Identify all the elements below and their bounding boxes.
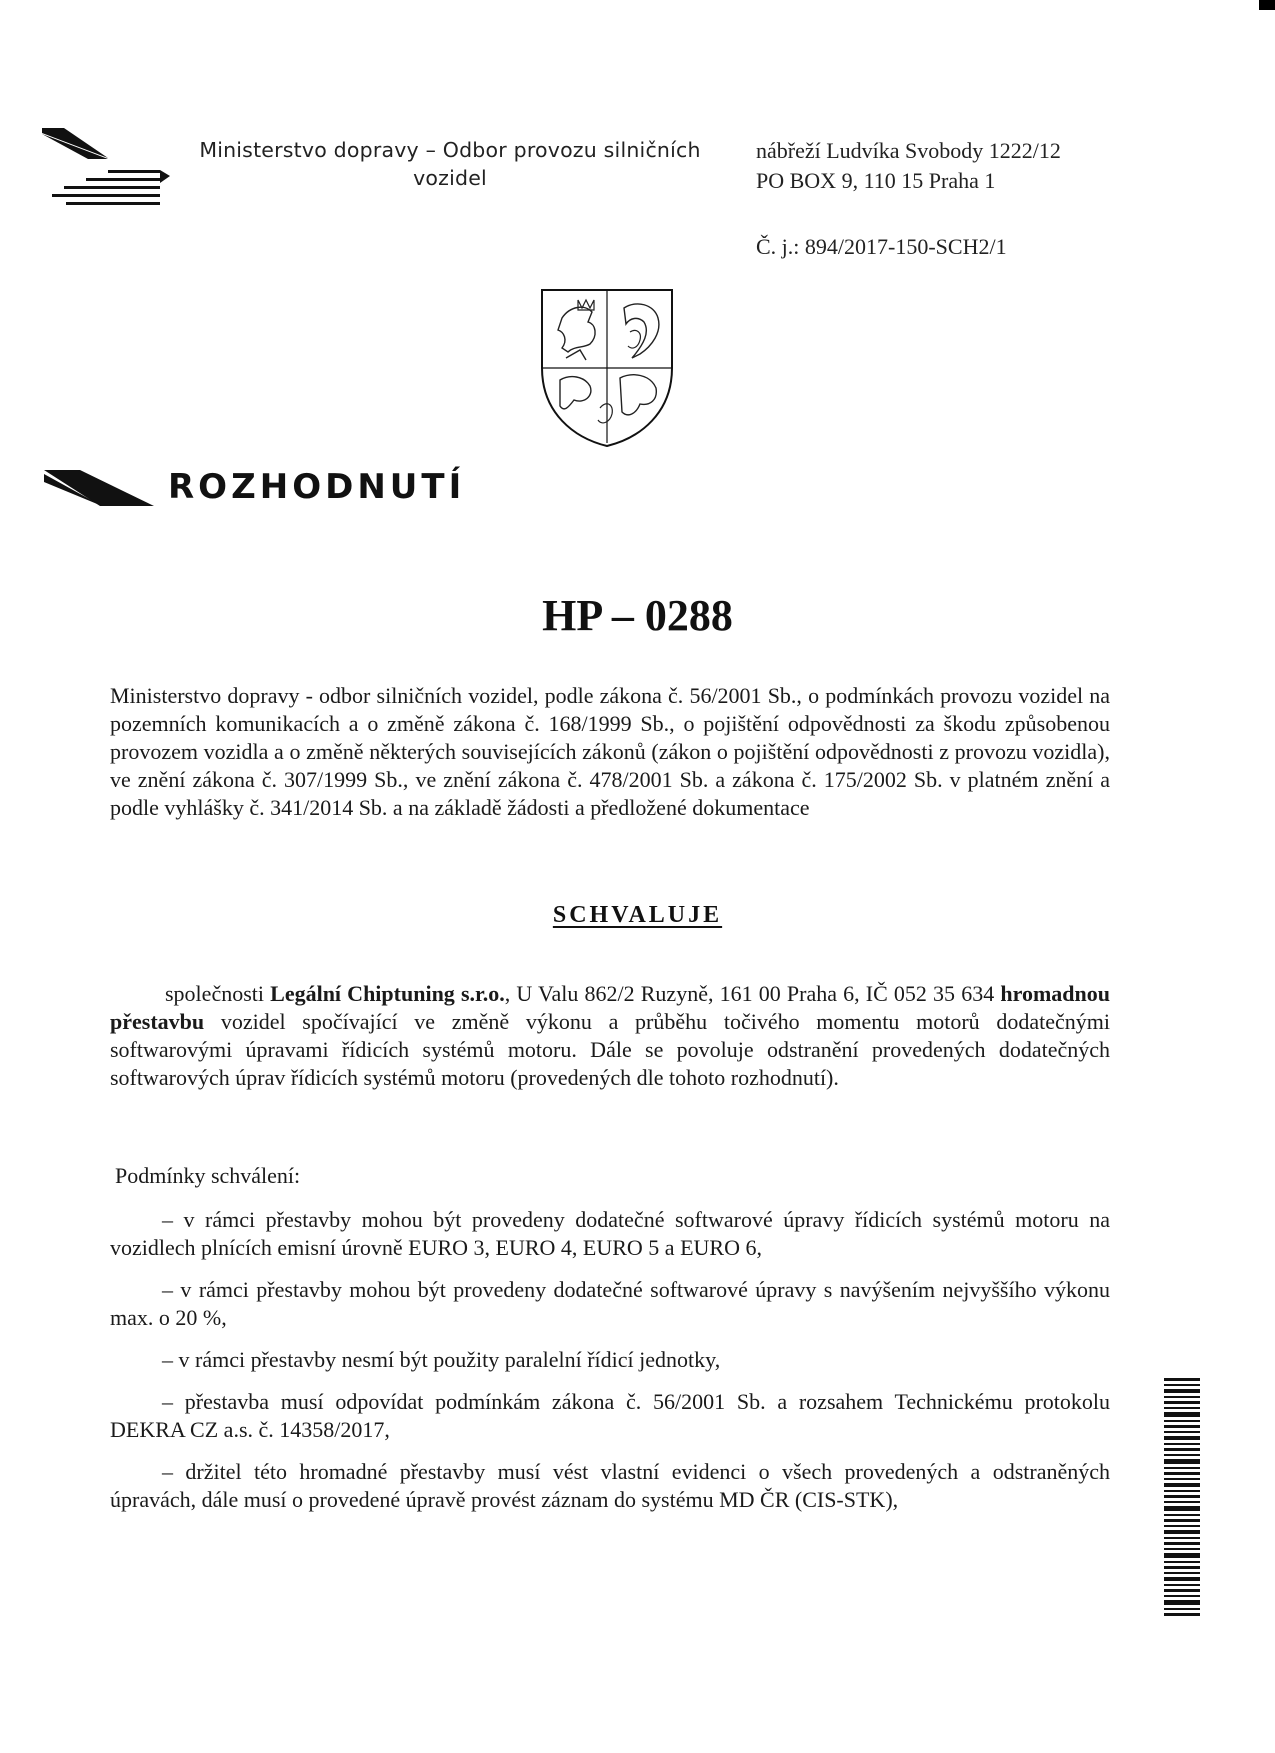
barcode-icon bbox=[1164, 1378, 1200, 1616]
scan-corner-mark bbox=[1259, 0, 1275, 10]
company-address: , U Valu 862/2 Ruzyně, 161 00 Praha 6, IČ 052 35 634 bbox=[504, 981, 1001, 1006]
condition-item: – přestavba musí odpovídat podmínkám zákona č. 56/2001 Sb. a rozsahem Technickému protokolu DEKRA CZ a.s. č. 14358/2017, bbox=[110, 1389, 1110, 1442]
document-title: ROZHODNUTÍ bbox=[168, 467, 466, 507]
ministry-name: Ministerstvo dopravy – Odbor provozu silničních vozidel bbox=[199, 138, 701, 190]
company-name: Legální Chiptuning s.r.o. bbox=[270, 981, 505, 1006]
decision-paragraph bbox=[110, 980, 1110, 1092]
intro-paragraph: Ministerstvo dopravy - odbor silničních vozidel, podle zákona č. 56/2001 Sb., o podmínkách provozu vozidel na pozemních komunikacích a o změně zákona č. 168/1999 Sb., o pojištění odpovědnosti za škodu způsobenou provozem vozidla a o změně některých souvisejících zákonů (zákon o pojištění odpovědnosti z provozu vozidla), ve znění zákona č. 307/1999 Sb., ve znění zákona č. 478/2001 Sb. a zákona č. 175/2002 Sb. v platném znění a podle vyhlášky č. 341/2014 Sb. a na základě žádosti a předložené dokumentace bbox=[110, 683, 1110, 820]
approves-heading: SCHVALUJE bbox=[552, 902, 723, 928]
czech-coat-of-arms-icon bbox=[540, 288, 674, 448]
address-pobox: PO BOX 9, 110 15 Praha 1 bbox=[756, 168, 996, 193]
document-code: HP – 0288 bbox=[542, 591, 733, 640]
condition-item: – v rámci přestavby mohou být provedeny dodatečné softwarové úpravy s navýšením nejvyššího výkonu max. o 20 %, bbox=[110, 1277, 1110, 1330]
title-arrow-icon bbox=[44, 470, 154, 508]
address-street: nábřeží Ludvíka Svobody 1222/12 bbox=[756, 138, 1061, 163]
decision-prefix: společnosti bbox=[165, 981, 271, 1006]
decision-subject: hromadnou přestavbu bbox=[110, 981, 1110, 1034]
ministry-address bbox=[756, 136, 1061, 196]
condition-item: – držitel této hromadné přestavby musí vést vlastní evidenci o všech provedených a odstraněných úpravách, dále musí o provedené úpravě provést záznam do systému MD ČR (CIS-STK), bbox=[110, 1459, 1110, 1512]
condition-item: – v rámci přestavby mohou být provedeny dodatečné softwarové úpravy řídicích systémů motoru na vozidlech plnících emisní úrovně EURO 3, EURO 4, EURO 5 a EURO 6, bbox=[110, 1207, 1110, 1260]
ministry-of-transport-logo bbox=[42, 128, 172, 210]
condition-item: – v rámci přestavby nesmí být použity paralelní řídicí jednotky, bbox=[162, 1347, 721, 1372]
conditions-heading: Podmínky schválení: bbox=[115, 1163, 301, 1188]
decision-rest: vozidel spočívající ve změně výkonu a průběhu točivého momentu motorů dodatečnými softwarovými úpravami řídicích systémů motoru. Dále se povoluje odstranění provedených dodatečných softwarových úprav řídicích systémů motoru (provedených dle tohoto rozhodnutí). bbox=[110, 1009, 1110, 1090]
case-number: Č. j.: 894/2017-150-SCH2/1 bbox=[756, 234, 1007, 259]
